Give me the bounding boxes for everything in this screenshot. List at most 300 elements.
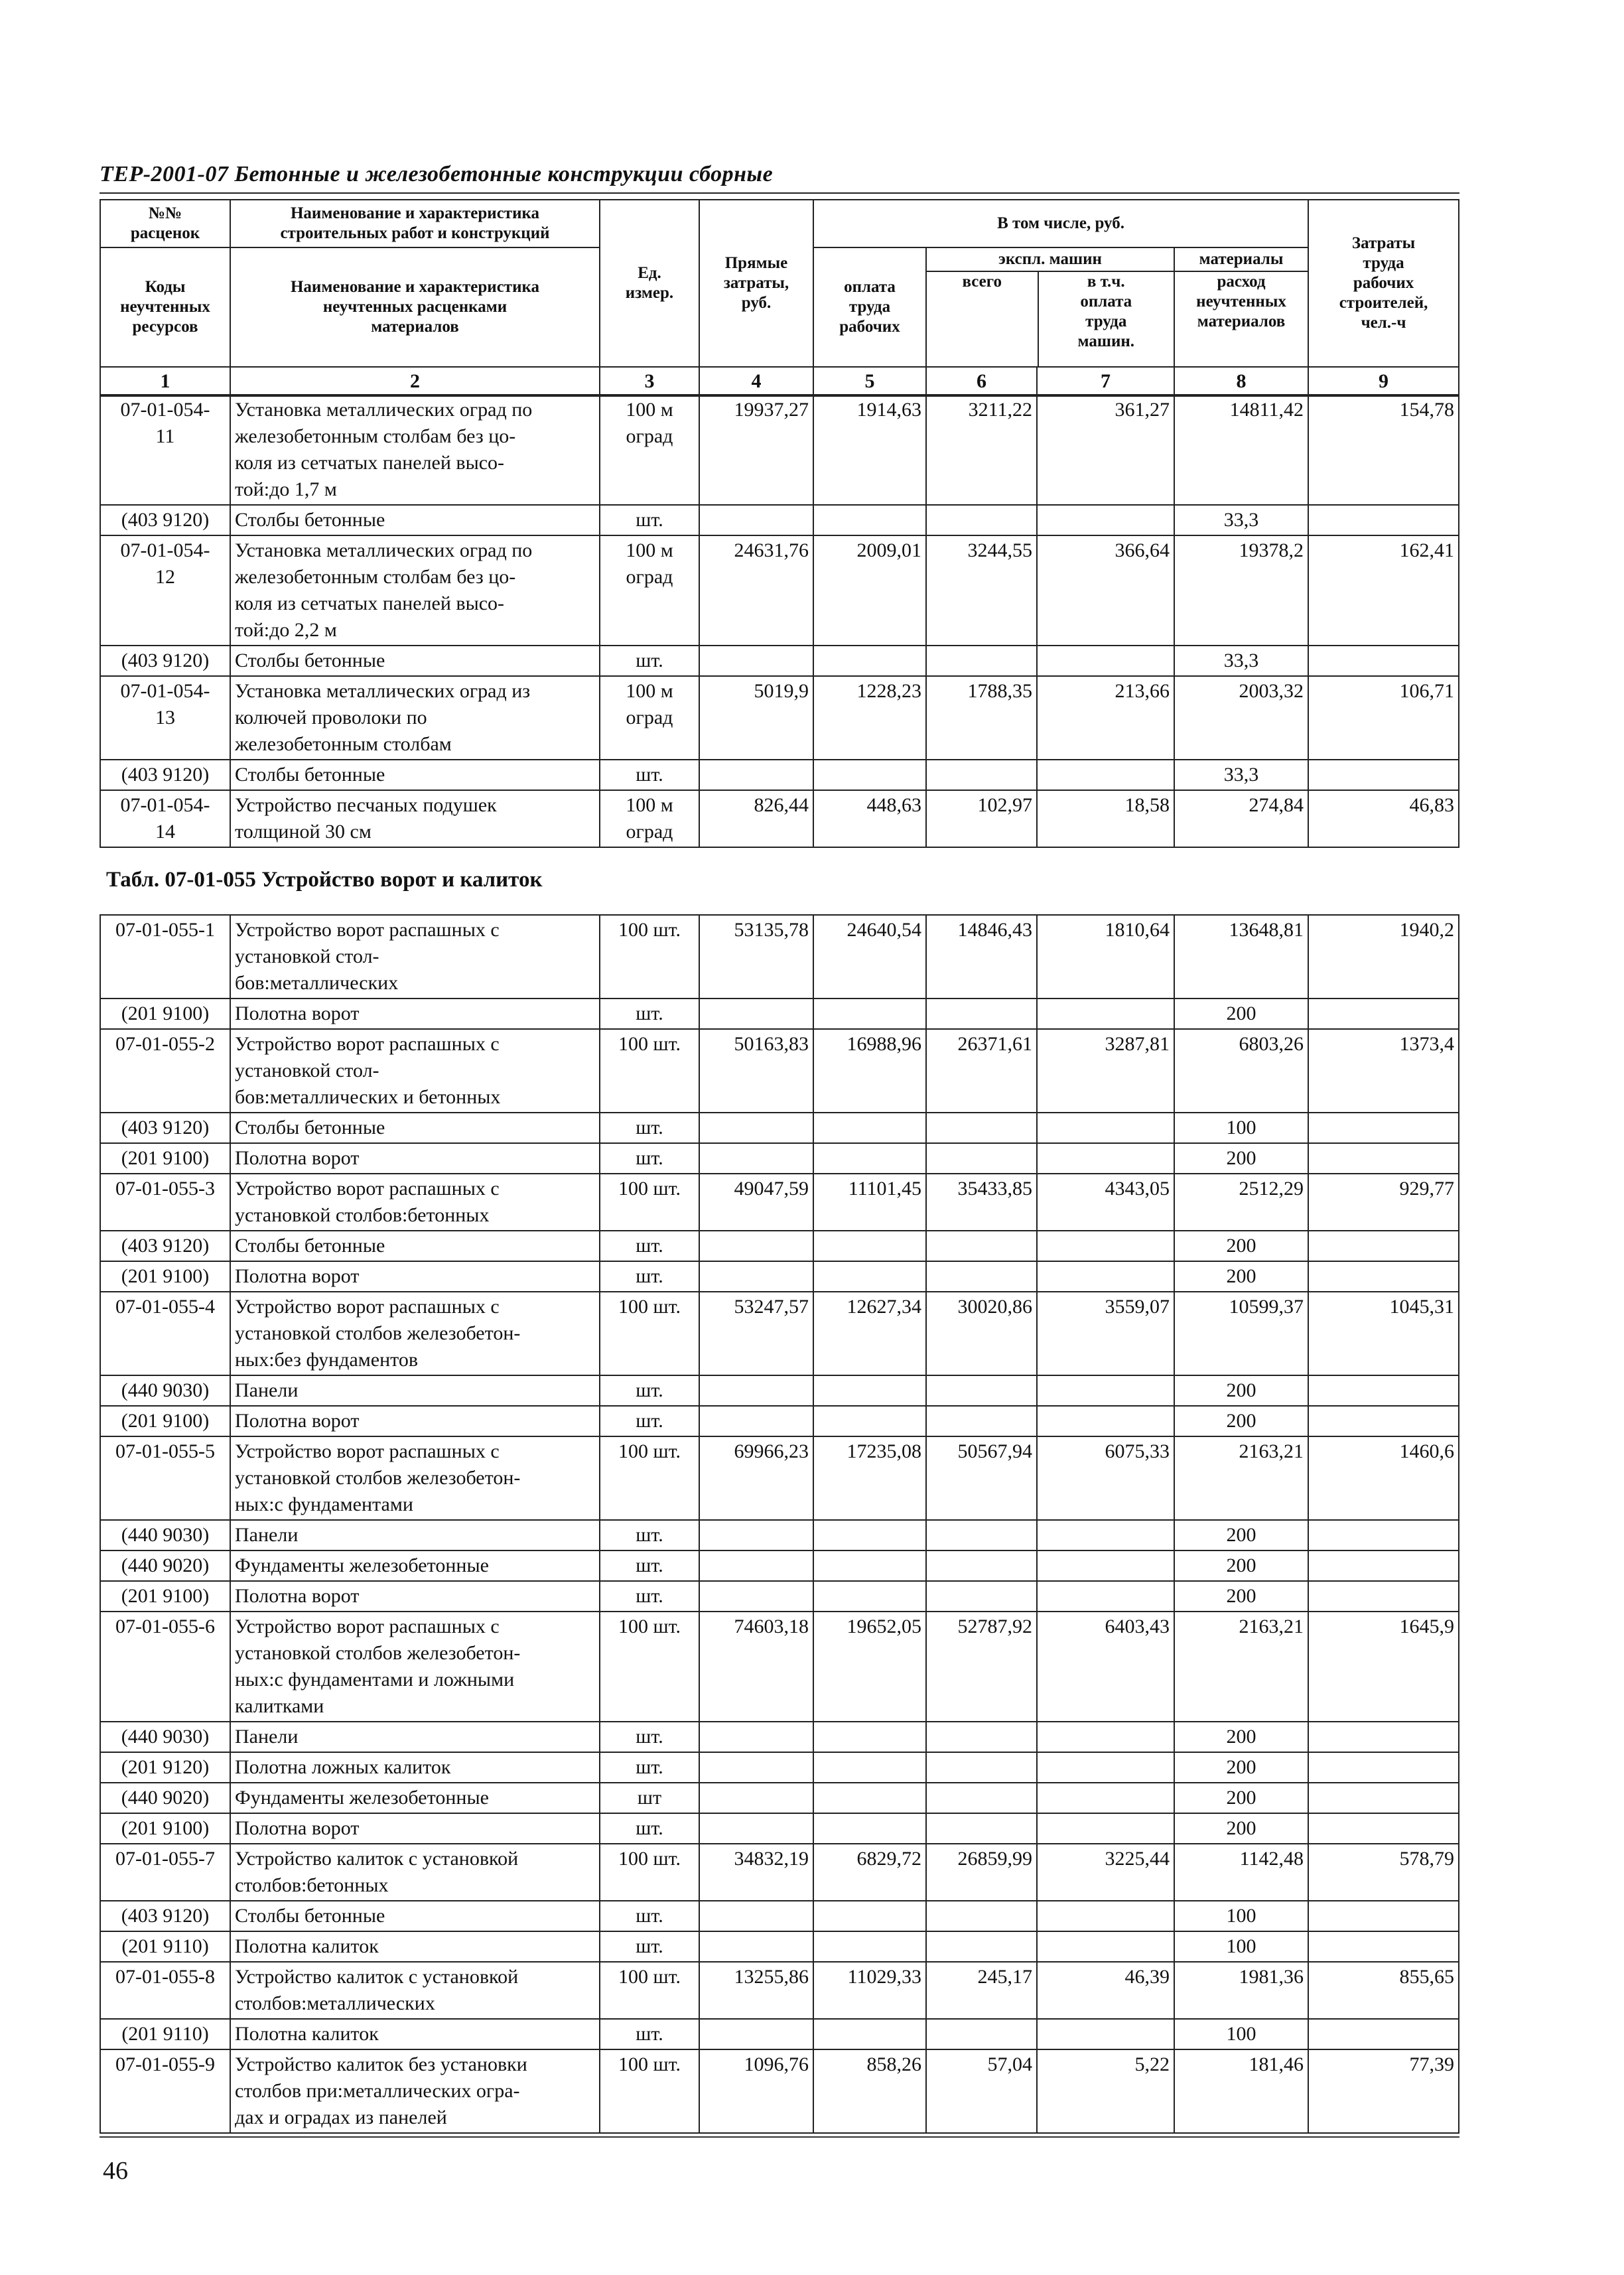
empty-cell <box>699 1231 813 1261</box>
rate-labor-hours: 578,79 <box>1308 1844 1459 1901</box>
rate-labor-hours: 77,39 <box>1308 2049 1459 2133</box>
rate-labor-hours: 1373,4 <box>1308 1029 1459 1113</box>
rate-code: 07-01-055-7 <box>100 1844 230 1901</box>
empty-cell <box>1037 1752 1174 1783</box>
empty-cell <box>1037 1901 1174 1931</box>
col-number: 7 <box>1037 367 1174 396</box>
rate-row <box>100 1174 1459 1231</box>
empty-cell <box>1308 1581 1459 1612</box>
rate-machines-labor-cost: 46,39 <box>1037 1962 1174 2019</box>
rate-code: 07-01-054- 11 <box>100 395 230 505</box>
empty-cell <box>1308 999 1459 1029</box>
empty-cell <box>813 1261 926 1292</box>
resource-name: Полотна ворот <box>230 1581 600 1612</box>
rate-row <box>100 535 1459 646</box>
empty-cell <box>699 1581 813 1612</box>
empty-cell <box>813 1520 926 1551</box>
empty-cell <box>1308 760 1459 790</box>
footer-rule <box>100 2136 1459 2138</box>
empty-cell <box>813 999 926 1029</box>
rate-direct-cost: 53247,57 <box>699 1292 813 1375</box>
resource-row <box>100 1581 1459 1612</box>
resource-quantity: 200 <box>1174 1406 1308 1436</box>
empty-cell <box>1308 1752 1459 1783</box>
resource-code: (201 9100) <box>100 999 230 1029</box>
rate-labor-cost: 19652,05 <box>813 1612 926 1722</box>
empty-cell <box>699 505 813 535</box>
empty-cell <box>813 646 926 676</box>
rate-labor-cost: 2009,01 <box>813 535 926 646</box>
empty-cell <box>699 1551 813 1581</box>
rate-row <box>100 1029 1459 1113</box>
empty-cell <box>1037 1783 1174 1813</box>
rate-labor-cost: 24640,54 <box>813 915 926 999</box>
empty-cell <box>1037 646 1174 676</box>
rate-labor-cost: 858,26 <box>813 2049 926 2133</box>
rate-direct-cost: 53135,78 <box>699 915 813 999</box>
column-header-table <box>100 199 1459 397</box>
col-header-unit: Ед. измер. <box>600 200 699 367</box>
resource-unit: шт. <box>600 1581 699 1612</box>
resource-unit: шт <box>600 1783 699 1813</box>
rate-code: 07-01-054- 14 <box>100 790 230 847</box>
empty-cell <box>813 505 926 535</box>
resource-row <box>100 1931 1459 1962</box>
resource-name: Полотна ворот <box>230 1143 600 1174</box>
rate-machines-labor-cost: 1810,64 <box>1037 915 1174 999</box>
empty-cell <box>1037 1931 1174 1962</box>
rate-code: 07-01-055-2 <box>100 1029 230 1113</box>
empty-cell <box>926 1813 1037 1844</box>
resource-name: Полотна ворот <box>230 999 600 1029</box>
resource-quantity: 33,3 <box>1174 760 1308 790</box>
rate-machines-cost: 26859,99 <box>926 1844 1037 1901</box>
empty-cell <box>699 1406 813 1436</box>
empty-cell <box>926 1722 1037 1752</box>
rate-row <box>100 1612 1459 1722</box>
rate-row <box>100 915 1459 999</box>
resource-unit: шт. <box>600 1931 699 1962</box>
empty-cell <box>926 1375 1037 1406</box>
rate-machines-labor-cost: 3559,07 <box>1037 1292 1174 1375</box>
resource-unit: шт. <box>600 1813 699 1844</box>
rate-unit: 100 шт. <box>600 915 699 999</box>
resource-quantity: 200 <box>1174 1143 1308 1174</box>
rate-materials-cost: 2163,21 <box>1174 1436 1308 1520</box>
rate-name: Устройство ворот распашных с установкой столбов:бетонных <box>230 1174 600 1231</box>
resource-name: Полотна ворот <box>230 1261 600 1292</box>
resource-code: (440 9020) <box>100 1551 230 1581</box>
empty-cell <box>1037 1231 1174 1261</box>
resource-name: Полотна ворот <box>230 1406 600 1436</box>
resource-quantity: 200 <box>1174 1783 1308 1813</box>
resource-unit: шт. <box>600 1551 699 1581</box>
rates-table-054 <box>100 394 1459 848</box>
rate-code: 07-01-055-5 <box>100 1436 230 1520</box>
rate-machines-labor-cost: 6403,43 <box>1037 1612 1174 1722</box>
empty-cell <box>926 1261 1037 1292</box>
resource-row <box>100 505 1459 535</box>
resource-code: (201 9100) <box>100 1581 230 1612</box>
empty-cell <box>699 1722 813 1752</box>
col-header-machines-title: экспл. машин <box>927 248 1174 272</box>
empty-cell <box>926 1783 1037 1813</box>
rate-code: 07-01-055-1 <box>100 915 230 999</box>
col-number: 3 <box>600 367 699 396</box>
resource-row <box>100 1231 1459 1261</box>
rate-code: 07-01-055-8 <box>100 1962 230 2019</box>
column-number-row <box>100 367 1459 396</box>
rate-materials-cost: 2163,21 <box>1174 1612 1308 1722</box>
resource-quantity: 200 <box>1174 999 1308 1029</box>
resource-row <box>100 1813 1459 1844</box>
empty-cell <box>699 1813 813 1844</box>
rate-labor-cost: 11101,45 <box>813 1174 926 1231</box>
col-header-materials-title: материалы <box>1175 248 1308 272</box>
rate-machines-cost: 30020,86 <box>926 1292 1037 1375</box>
resource-code: (403 9120) <box>100 646 230 676</box>
rate-materials-cost: 1142,48 <box>1174 1844 1308 1901</box>
col-number: 5 <box>813 367 926 396</box>
empty-cell <box>1308 646 1459 676</box>
resource-unit: шт. <box>600 999 699 1029</box>
empty-cell <box>1037 1722 1174 1752</box>
empty-cell <box>1308 1901 1459 1931</box>
empty-cell <box>926 646 1037 676</box>
col-header-labor: оплата труда рабочих <box>813 247 926 367</box>
empty-cell <box>699 1113 813 1143</box>
rate-row <box>100 676 1459 760</box>
resource-row <box>100 1783 1459 1813</box>
rate-code: 07-01-055-3 <box>100 1174 230 1231</box>
col-number: 6 <box>926 367 1037 396</box>
rate-name: Установка металлических оград по железобетонным столбам без цо- коля из сетчатых панелей высо- той:до 1,7 м <box>230 395 600 505</box>
rate-direct-cost: 49047,59 <box>699 1174 813 1231</box>
resource-name: Панели <box>230 1520 600 1551</box>
empty-cell <box>1037 2019 1174 2049</box>
rate-machines-labor-cost: 18,58 <box>1037 790 1174 847</box>
rate-name: Устройство калиток без установки столбов при:металлических огра- дах и оградах из панелей <box>230 2049 600 2133</box>
header-rule <box>100 192 1459 194</box>
empty-cell <box>926 1406 1037 1436</box>
empty-cell <box>699 760 813 790</box>
document-header-title: ТЕР-2001-07 Бетонные и железобетонные конструкции сборные <box>100 162 774 186</box>
rate-materials-cost: 2512,29 <box>1174 1174 1308 1231</box>
rate-materials-cost: 274,84 <box>1174 790 1308 847</box>
empty-cell <box>699 1375 813 1406</box>
rate-row <box>100 1292 1459 1375</box>
resource-row <box>100 1261 1459 1292</box>
resource-row <box>100 1722 1459 1752</box>
resource-quantity: 200 <box>1174 1752 1308 1783</box>
rate-labor-cost: 16988,96 <box>813 1029 926 1113</box>
empty-cell <box>1037 1113 1174 1143</box>
empty-cell <box>813 1551 926 1581</box>
rate-name: Устройство калиток с установкой столбов:металлических <box>230 1962 600 2019</box>
empty-cell <box>1308 1813 1459 1844</box>
rate-labor-cost: 17235,08 <box>813 1436 926 1520</box>
resource-code: (403 9120) <box>100 1113 230 1143</box>
rate-code: 07-01-054- 13 <box>100 676 230 760</box>
empty-cell <box>926 1551 1037 1581</box>
empty-cell <box>1308 1375 1459 1406</box>
col-number: 8 <box>1174 367 1308 396</box>
col-header-materials <box>1174 247 1308 367</box>
empty-cell <box>1308 1551 1459 1581</box>
resource-quantity: 200 <box>1174 1551 1308 1581</box>
rate-direct-cost: 34832,19 <box>699 1844 813 1901</box>
empty-cell <box>926 1752 1037 1783</box>
resource-unit: шт. <box>600 1143 699 1174</box>
col-header-hours: Затраты труда рабочих строителей, чел.-ч <box>1308 200 1459 367</box>
rate-machines-cost: 102,97 <box>926 790 1037 847</box>
resource-unit: шт. <box>600 1261 699 1292</box>
empty-cell <box>1037 1261 1174 1292</box>
resource-name: Панели <box>230 1722 600 1752</box>
resource-name: Полотна калиток <box>230 1931 600 1962</box>
empty-cell <box>699 646 813 676</box>
rate-machines-labor-cost: 361,27 <box>1037 395 1174 505</box>
rate-code: 07-01-055-4 <box>100 1292 230 1375</box>
rate-machines-cost: 52787,92 <box>926 1612 1037 1722</box>
rate-row <box>100 790 1459 847</box>
resource-row <box>100 999 1459 1029</box>
resource-name: Столбы бетонные <box>230 760 600 790</box>
empty-cell <box>1308 1231 1459 1261</box>
resource-quantity: 200 <box>1174 1520 1308 1551</box>
empty-cell <box>699 1931 813 1962</box>
rate-machines-labor-cost: 3287,81 <box>1037 1029 1174 1113</box>
resource-unit: шт. <box>600 760 699 790</box>
rate-materials-cost: 1981,36 <box>1174 1962 1308 2019</box>
empty-cell <box>1308 1783 1459 1813</box>
resource-row <box>100 1113 1459 1143</box>
empty-cell <box>926 1113 1037 1143</box>
resource-row <box>100 1143 1459 1174</box>
rate-labor-hours: 855,65 <box>1308 1962 1459 2019</box>
col-header-name: Наименование и характеристика строительных работ и конструкций <box>230 200 600 247</box>
resource-code: (201 9100) <box>100 1261 230 1292</box>
empty-cell <box>813 1231 926 1261</box>
empty-cell <box>1037 999 1174 1029</box>
resource-unit: шт. <box>600 1520 699 1551</box>
rate-machines-labor-cost: 4343,05 <box>1037 1174 1174 1231</box>
empty-cell <box>699 999 813 1029</box>
rate-name: Устройство калиток с установкой столбов:бетонных <box>230 1844 600 1901</box>
rate-machines-cost: 26371,61 <box>926 1029 1037 1113</box>
rate-unit: 100 м оград <box>600 676 699 760</box>
rate-direct-cost: 69966,23 <box>699 1436 813 1520</box>
col-header-group: В том числе, руб. <box>813 200 1308 247</box>
resource-quantity: 200 <box>1174 1813 1308 1844</box>
col-header-machines <box>926 247 1174 367</box>
empty-cell <box>926 1901 1037 1931</box>
resource-name: Столбы бетонные <box>230 1231 600 1261</box>
resource-quantity: 100 <box>1174 1113 1308 1143</box>
rate-unit: 100 шт. <box>600 1844 699 1901</box>
empty-cell <box>813 760 926 790</box>
empty-cell <box>1308 505 1459 535</box>
col-header-direct: Прямые затраты, руб. <box>699 200 813 367</box>
rate-materials-cost: 19378,2 <box>1174 535 1308 646</box>
rate-machines-cost: 3211,22 <box>926 395 1037 505</box>
resource-row <box>100 646 1459 676</box>
resource-code: (440 9020) <box>100 1783 230 1813</box>
rate-labor-hours: 1045,31 <box>1308 1292 1459 1375</box>
empty-cell <box>1308 1931 1459 1962</box>
rate-direct-cost: 19937,27 <box>699 395 813 505</box>
page-number: 46 <box>103 2157 128 2185</box>
empty-cell <box>926 1520 1037 1551</box>
resource-quantity: 200 <box>1174 1261 1308 1292</box>
col-number: 1 <box>100 367 230 396</box>
resource-name: Столбы бетонные <box>230 1901 600 1931</box>
empty-cell <box>699 1752 813 1783</box>
col-number: 9 <box>1308 367 1459 396</box>
rate-machines-cost: 57,04 <box>926 2049 1037 2133</box>
empty-cell <box>699 1261 813 1292</box>
table-caption: Табл. 07-01-055 Устройство ворот и калиток <box>106 868 543 892</box>
rate-name: Установка металлических оград из колючей проволоки по железобетонным столбам <box>230 676 600 760</box>
resource-unit: шт. <box>600 505 699 535</box>
resource-quantity: 33,3 <box>1174 646 1308 676</box>
resource-name: Фундаменты железобетонные <box>230 1783 600 1813</box>
rate-row <box>100 395 1459 505</box>
rate-unit: 100 шт. <box>600 1292 699 1375</box>
resource-code: (403 9120) <box>100 760 230 790</box>
empty-cell <box>1037 1143 1174 1174</box>
rate-labor-hours: 162,41 <box>1308 535 1459 646</box>
rate-unit: 100 шт. <box>600 1962 699 2019</box>
resource-unit: шт. <box>600 646 699 676</box>
resource-quantity: 200 <box>1174 1231 1308 1261</box>
resource-quantity: 100 <box>1174 1901 1308 1931</box>
empty-cell <box>1308 1113 1459 1143</box>
rate-labor-hours: 1940,2 <box>1308 915 1459 999</box>
resource-row <box>100 1375 1459 1406</box>
rate-labor-cost: 11029,33 <box>813 1962 926 2019</box>
empty-cell <box>813 2019 926 2049</box>
rate-materials-cost: 10599,37 <box>1174 1292 1308 1375</box>
rate-direct-cost: 50163,83 <box>699 1029 813 1113</box>
resource-code: (440 9030) <box>100 1520 230 1551</box>
empty-cell <box>926 999 1037 1029</box>
empty-cell <box>1037 1375 1174 1406</box>
rate-name: Устройство ворот распашных с установкой столбов железобетон- ных:без фундаментов <box>230 1292 600 1375</box>
rate-labor-cost: 12627,34 <box>813 1292 926 1375</box>
resource-quantity: 100 <box>1174 2019 1308 2049</box>
empty-cell <box>813 1722 926 1752</box>
empty-cell <box>926 1143 1037 1174</box>
col-header-code: №№ расценок <box>100 200 230 247</box>
empty-cell <box>1037 1581 1174 1612</box>
empty-cell <box>926 1231 1037 1261</box>
empty-cell <box>926 1931 1037 1962</box>
rate-name: Установка металлических оград по железобетонным столбам без цо- коля из сетчатых панелей высо- той:до 2,2 м <box>230 535 600 646</box>
col-header-machines-total: всего <box>927 272 1039 366</box>
rate-direct-cost: 13255,86 <box>699 1962 813 2019</box>
rate-labor-cost: 1914,63 <box>813 395 926 505</box>
empty-cell <box>1308 1722 1459 1752</box>
rate-row <box>100 1436 1459 1520</box>
resource-code: (201 9100) <box>100 1143 230 1174</box>
resource-row <box>100 1406 1459 1436</box>
empty-cell <box>1308 1143 1459 1174</box>
col-number: 4 <box>699 367 813 396</box>
resource-quantity: 100 <box>1174 1931 1308 1962</box>
empty-cell <box>1308 1406 1459 1436</box>
rate-code: 07-01-055-6 <box>100 1612 230 1722</box>
col-header-resource-code: Коды неучтенных ресурсов <box>100 247 230 367</box>
rate-labor-hours: 1645,9 <box>1308 1612 1459 1722</box>
resource-name: Столбы бетонные <box>230 1113 600 1143</box>
rate-code: 07-01-054- 12 <box>100 535 230 646</box>
rate-labor-hours: 106,71 <box>1308 676 1459 760</box>
empty-cell <box>1037 760 1174 790</box>
empty-cell <box>1308 1261 1459 1292</box>
empty-cell <box>1037 505 1174 535</box>
rate-name: Устройство ворот распашных с установкой столбов железобетон- ных:с фундаментами <box>230 1436 600 1520</box>
rate-code: 07-01-055-9 <box>100 2049 230 2133</box>
resource-name: Панели <box>230 1375 600 1406</box>
resource-code: (201 9100) <box>100 1813 230 1844</box>
resource-name: Столбы бетонные <box>230 505 600 535</box>
col-number: 2 <box>230 367 600 396</box>
resource-unit: шт. <box>600 1113 699 1143</box>
resource-code: (440 9030) <box>100 1722 230 1752</box>
rate-materials-cost: 14811,42 <box>1174 395 1308 505</box>
resource-quantity: 200 <box>1174 1722 1308 1752</box>
rate-labor-hours: 1460,6 <box>1308 1436 1459 1520</box>
resource-code: (403 9120) <box>100 505 230 535</box>
rate-unit: 100 шт. <box>600 1612 699 1722</box>
resource-name: Столбы бетонные <box>230 646 600 676</box>
resource-row <box>100 1901 1459 1931</box>
resource-code: (403 9120) <box>100 1231 230 1261</box>
empty-cell <box>699 1143 813 1174</box>
resource-row <box>100 1520 1459 1551</box>
rate-row <box>100 1844 1459 1901</box>
col-header-materials-usage: расход неучтенных материалов <box>1196 273 1286 330</box>
empty-cell <box>813 1813 926 1844</box>
empty-cell <box>926 760 1037 790</box>
rate-labor-hours: 154,78 <box>1308 395 1459 505</box>
resource-unit: шт. <box>600 1231 699 1261</box>
empty-cell <box>926 1581 1037 1612</box>
empty-cell <box>699 1901 813 1931</box>
rate-unit: 100 шт. <box>600 2049 699 2133</box>
rate-machines-cost: 50567,94 <box>926 1436 1037 1520</box>
resource-unit: шт. <box>600 2019 699 2049</box>
empty-cell <box>699 1520 813 1551</box>
rate-labor-cost: 448,63 <box>813 790 926 847</box>
empty-cell <box>813 1375 926 1406</box>
empty-cell <box>1037 1813 1174 1844</box>
rate-materials-cost: 181,46 <box>1174 2049 1308 2133</box>
resource-code: (201 9110) <box>100 1931 230 1962</box>
resource-name: Полотна ложных калиток <box>230 1752 600 1783</box>
empty-cell <box>813 1931 926 1962</box>
rate-machines-labor-cost: 366,64 <box>1037 535 1174 646</box>
empty-cell <box>813 1901 926 1931</box>
rate-row <box>100 1962 1459 2019</box>
resource-name: Полотна ворот <box>230 1813 600 1844</box>
rate-machines-cost: 245,17 <box>926 1962 1037 2019</box>
empty-cell <box>813 1783 926 1813</box>
resource-unit: шт. <box>600 1752 699 1783</box>
resource-name: Фундаменты железобетонные <box>230 1551 600 1581</box>
empty-cell <box>813 1113 926 1143</box>
